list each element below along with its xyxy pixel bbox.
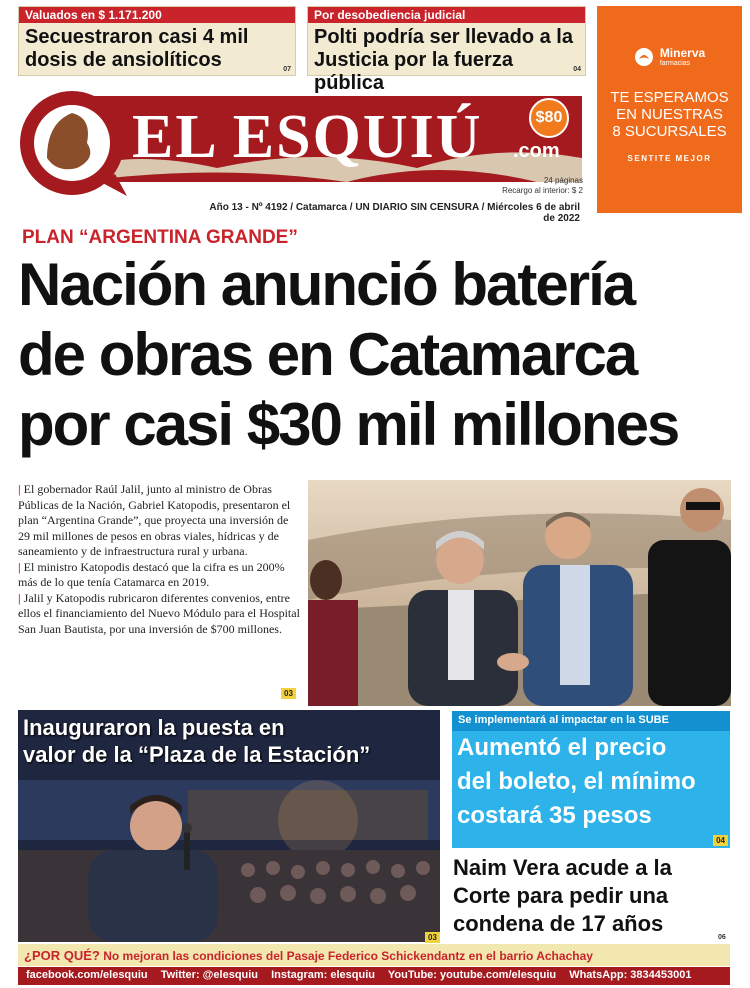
- naim-headline-line: condena de 17 años: [453, 911, 664, 936]
- page-count: 24 páginas: [543, 176, 583, 185]
- boleto-kicker: Se implementará al impactar en la SUBE: [452, 711, 730, 731]
- plaza-headline-line: Inauguraron la puesta en: [23, 715, 285, 740]
- bullet-item: | Jalil y Katopodis rubricaron diferentes convenios, entre ellos el financiamiento del Nuevo Módulo para el Hospital San Juan Bautista, por una inversión de $700 millones.: [18, 590, 300, 636]
- por-que-text: No mejoran las condiciones del Pasaje Federico Schickendantz en el barrio Achachay: [103, 949, 593, 963]
- instagram-link[interactable]: Instagram: elesquiu: [271, 969, 376, 981]
- bullet-item: | El ministro Katopodis destacó que la cifra es un 200% más de lo que tenía Catamarca en 2019.: [18, 559, 285, 589]
- headline-line: por casi $30 mil millones: [18, 391, 679, 458]
- whatsapp-link[interactable]: WhatsApp: 3834453001: [569, 969, 692, 981]
- ad-line: EN NUESTRAS: [616, 106, 723, 123]
- teaser-polti[interactable]: [307, 6, 586, 94]
- page-number: 03: [425, 932, 440, 943]
- por-que-label: ¿POR QUÉ?: [24, 948, 100, 963]
- social-footer: [18, 967, 730, 985]
- bullet-marker: |: [18, 559, 24, 574]
- teaser-headline-line: Secuestraron casi 4 mil: [25, 26, 249, 48]
- price-value: $80: [535, 109, 563, 126]
- bullet-marker: |: [18, 482, 24, 496]
- page-number: 03: [281, 688, 296, 699]
- bullet-item: | El gobernador Raúl Jalil, junto al ministro de Obras Públicas de la Nación, Gabriel Katopodis, presentaron el plan “Argentina Grande”, que proyecta una inversión de 29 mil millones de pesos en obras viales, hídricas y de saneamiento y de infraestructura rural y urbana.: [18, 482, 291, 558]
- page-number: 04: [713, 835, 728, 846]
- teaser-headline-line: dosis de ansiolíticos: [25, 49, 222, 71]
- twitter-link[interactable]: Twitter: @elesquiu: [160, 969, 259, 981]
- ad-line: TE ESPERAMOS: [610, 89, 729, 106]
- plaza-story[interactable]: [18, 710, 440, 942]
- headline-line: de obras en Catamarca: [18, 321, 637, 388]
- teaser-headline-line: Justicia por la fuerza pública: [314, 49, 513, 94]
- page-number: 06: [718, 934, 726, 941]
- teaser-headline-line: Polti podría ser llevado a la: [314, 26, 573, 48]
- masthead-domain: .com: [513, 140, 560, 162]
- youtube-link[interactable]: YouTube: youtube.com/elesquiu: [387, 969, 557, 981]
- lead-kicker: PLAN “ARGENTINA GRANDE”: [22, 227, 298, 248]
- lead-photo[interactable]: [308, 480, 731, 706]
- naim-headline-line: Naim Vera acude a la: [453, 855, 672, 880]
- page-number: 04: [573, 66, 581, 73]
- naim-story[interactable]: [453, 854, 733, 938]
- facebook-link[interactable]: facebook.com/elesquiu: [26, 969, 148, 981]
- ad-tagline: SENTITE MEJOR: [627, 154, 712, 163]
- ad-line: 8 SUCURSALES: [612, 123, 727, 140]
- dateline: Año 13 - Nº 4192 / Catamarca / UN DIARIO SIN CENSURA / Miércoles 6 de abril de 2022: [209, 202, 580, 224]
- minerva-logo-icon: [634, 47, 654, 67]
- page-number: 07: [283, 66, 291, 73]
- lead-headline[interactable]: [18, 250, 733, 460]
- bullet-marker: |: [18, 590, 24, 605]
- plaza-headline-line: valor de la “Plaza de la Estación”: [23, 742, 371, 767]
- ad-brand: Minerva: [659, 46, 706, 60]
- boleto-headline-line: Aumentó el precio: [457, 734, 667, 761]
- boleto-headline-line: del boleto, el mínimo: [457, 768, 696, 795]
- minerva-ad[interactable]: [597, 6, 742, 213]
- teaser-kicker: Por desobediencia judicial: [308, 7, 585, 23]
- naim-headline-line: Corte para pedir una: [453, 883, 669, 908]
- por-que-bar[interactable]: [18, 944, 730, 966]
- boleto-story[interactable]: [452, 711, 730, 848]
- lead-summary: [18, 482, 300, 637]
- price-badge: [529, 98, 569, 138]
- boleto-headline-line: costará 35 pesos: [457, 802, 652, 829]
- headline-line: Nación anunció batería: [18, 251, 635, 318]
- ad-brand-sub: farmacias: [659, 60, 691, 67]
- surcharge: Recargo al interior: $ 2: [502, 186, 583, 195]
- masthead-title: EL ESQUIÚ: [132, 103, 483, 171]
- teaser-kicker: Valuados en $ 1.171.200: [19, 7, 295, 23]
- handshake-photo: [308, 480, 731, 706]
- teaser-ansioliticos[interactable]: [18, 6, 296, 76]
- masthead[interactable]: [17, 88, 583, 198]
